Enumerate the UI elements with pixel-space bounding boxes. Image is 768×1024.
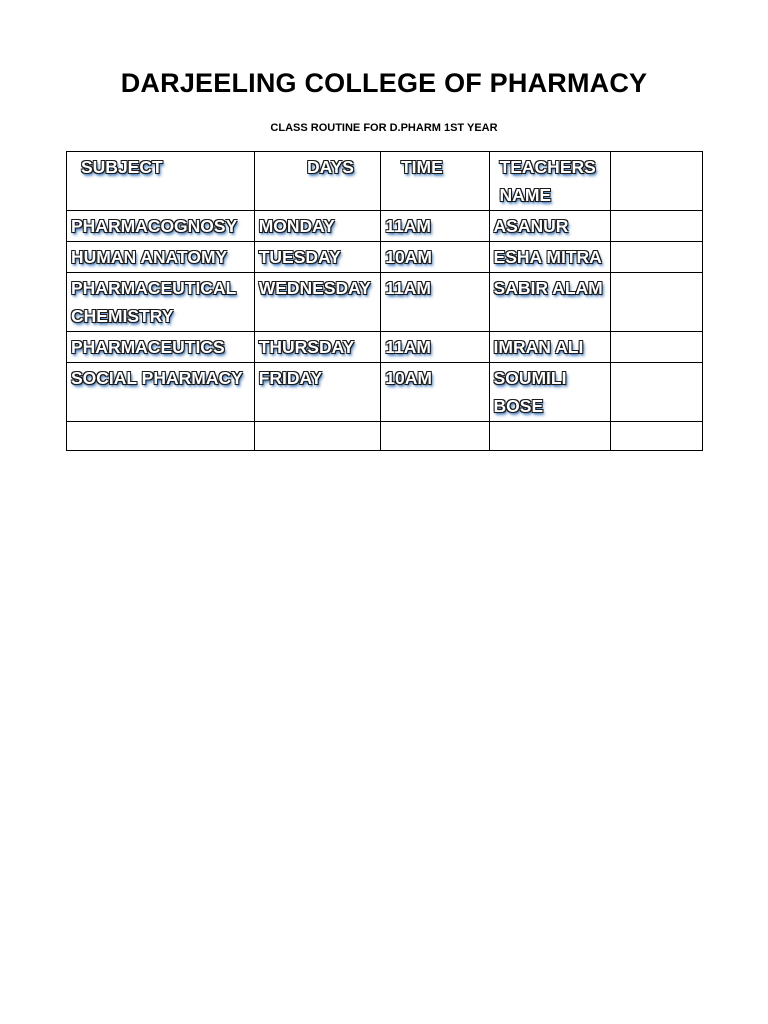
page-title: DARJEELING COLLEGE OF PHARMACY — [120, 68, 648, 98]
cell-teacher: SOUMILI BOSE — [489, 363, 610, 422]
cell-subject: PHARMACOGNOSY — [67, 211, 255, 242]
table-header-row — [67, 152, 703, 211]
cell-teacher — [489, 422, 610, 451]
cell-teacher: SABIR ALAM — [489, 273, 610, 332]
page-subtitle: CLASS ROUTINE FOR D.PHARM 1ST YEAR — [270, 122, 498, 134]
header-subject: SUBJECT — [67, 152, 255, 211]
cell-time: 11AM — [381, 273, 489, 332]
cell-subject: PHARMACEUTICS — [67, 332, 255, 363]
cell-blank — [610, 242, 702, 273]
cell-day: WEDNESDAY — [254, 273, 381, 332]
header-blank — [610, 152, 702, 211]
cell-blank — [610, 211, 702, 242]
cell-teacher: ESHA MITRA — [489, 242, 610, 273]
cell-blank — [610, 332, 702, 363]
cell-day: MONDAY — [254, 211, 381, 242]
cell-subject: PHARMACEUTICAL CHEMISTRY — [67, 273, 255, 332]
cell-time: 11AM — [381, 332, 489, 363]
cell-day: THURSDAY — [254, 332, 381, 363]
cell-time: 10AM — [381, 363, 489, 422]
header-teachers-name: TEACHERS NAME — [489, 152, 610, 211]
table-row — [67, 273, 703, 332]
cell-day: FRIDAY — [254, 363, 381, 422]
cell-time: 10AM — [381, 242, 489, 273]
cell-blank — [610, 422, 702, 451]
header-days: DAYS — [254, 152, 381, 211]
table-row — [67, 211, 703, 242]
table-row — [67, 242, 703, 273]
table-row — [67, 363, 703, 422]
cell-subject — [67, 422, 255, 451]
table-row-empty — [67, 422, 703, 451]
header-time: TIME — [381, 152, 489, 211]
cell-time: 11AM — [381, 211, 489, 242]
cell-time — [381, 422, 489, 451]
cell-subject: HUMAN ANATOMY — [67, 242, 255, 273]
cell-day — [254, 422, 381, 451]
cell-day: TUESDAY — [254, 242, 381, 273]
cell-blank — [610, 363, 702, 422]
cell-subject: SOCIAL PHARMACY — [67, 363, 255, 422]
cell-teacher: IMRAN ALI — [489, 332, 610, 363]
class-routine-table — [66, 151, 703, 451]
cell-teacher: ASANUR — [489, 211, 610, 242]
table-row — [67, 332, 703, 363]
cell-blank — [610, 273, 702, 332]
